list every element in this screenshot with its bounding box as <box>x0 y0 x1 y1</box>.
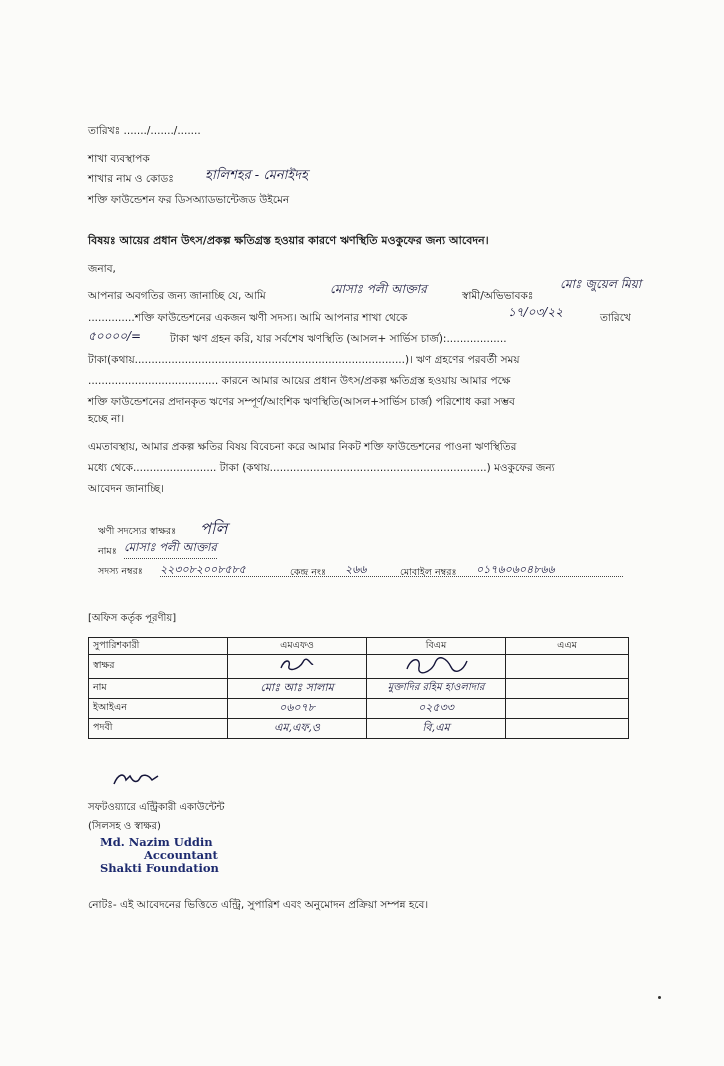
branch-name-label: শাখার নাম ও কোডঃ <box>88 173 174 185</box>
bm-designation: বি,এম <box>367 719 506 739</box>
body-line-2b: তারিখে <box>600 312 631 324</box>
applicant-name-value: মোসাঃ পলী আক্তার <box>124 539 217 559</box>
body-line-4: টাকা(কথায়.................................................................................)। ঋণ গ্রহণের পরবর্তী সময় <box>88 354 520 366</box>
body-line-1a: আপনার অবগতির জন্য জানাচ্ছি যে, আমি <box>88 290 266 302</box>
subject-line: বিষয়ঃ আয়ের প্রধান উৎস/প্রকল্প ক্ষতিগ্রস্ত হওয়ার কারণে ঋণস্থিতি মওকুফের জন্য আবেদন। <box>88 234 489 247</box>
mobile-number-value: ০১৭৬০৬০৪৮৬৬ <box>476 563 555 576</box>
mfo-signature-cell <box>228 655 367 679</box>
loan-date-handwritten: ১৭/০৩/২২ <box>508 305 563 319</box>
bm-signature <box>401 655 471 675</box>
body-line-1b: স্বামী/অভিভাবকঃ <box>462 290 534 302</box>
mfo-ein: ০৬০৭৮ <box>228 699 367 719</box>
table-header-cell: সুপারিশকারী <box>89 638 228 655</box>
center-number-label: কেন্দ্র নংঃ <box>290 567 327 578</box>
body-p2-line-2: মধ্যে থেকে......................... টাকা (কথায়.................................................................) মওকুফের জন্য <box>88 462 555 474</box>
stamp-org: Shakti Foundation <box>100 861 219 875</box>
body-p2-line-1: এমতাবস্থায়, আমার প্রকল্প ক্ষতির বিষয় বিবেচনা করে আমার নিকট শক্তি ফাউন্ডেশনের পাওনা ঋণস্থিতির <box>88 441 517 453</box>
am-name <box>506 679 629 699</box>
date-line: তারিখঃ ......./......./....... <box>88 125 201 137</box>
am-designation <box>506 719 629 739</box>
bm-name: মুক্তাদির রহিম হাওলাদার <box>367 679 506 699</box>
paper-mark <box>658 996 661 999</box>
member-number-label: সদস্য নম্বরঃ <box>98 566 143 577</box>
footer-note: নোটঃ- এই আবেদনের ভিত্তিতে এন্ট্রি, সুপারিশ এবং অনুমোদন প্রক্রিয়া সম্পন্ন হবে। <box>88 899 429 911</box>
mobile-number-label: মোবাইল নম্বরঃ <box>400 567 457 578</box>
row-label: নাম <box>89 679 228 699</box>
table-header-cell: এএম <box>506 638 629 655</box>
seal-signature-label: (সিলসহ ও স্বাক্ষর) <box>88 821 161 832</box>
mfo-designation: এম,এফ,ও <box>228 719 367 739</box>
bm-signature-cell <box>367 655 506 679</box>
applicant-name-label: নামঃ <box>98 546 117 557</box>
body-p2-line-3: আবেদন জানাচ্ছি। <box>88 483 164 495</box>
branch-name-value: হালিশহর - মেনাইদহ <box>205 168 308 183</box>
am-signature-cell <box>506 655 629 679</box>
branch-manager-label: শাখা ব্যবস্থাপক <box>88 153 150 165</box>
bm-ein: ০২৫৩৩ <box>367 699 506 719</box>
guardian-name-handwritten: মোঃ জুয়েল মিয়া <box>560 277 642 291</box>
office-section-heading: [অফিস কর্তৃক পূরণীয়] <box>88 613 177 624</box>
table-row <box>89 679 629 699</box>
accountant-entry-label: সফটওয়্যারে এন্ট্রিকারী একাউন্টেন্ট <box>88 802 225 813</box>
row-label: পদবী <box>89 719 228 739</box>
am-ein <box>506 699 629 719</box>
applicant-dotted-line <box>160 576 623 577</box>
applicant-signature: পলি <box>200 519 228 538</box>
table-row <box>89 655 629 679</box>
accountant-signature <box>112 770 160 788</box>
stamp-title: Accountant <box>144 848 218 862</box>
center-number-value: ২৬৬ <box>345 563 367 576</box>
body-line-2a: ..............শক্তি ফাউন্ডেশনের একজন ঋণী সদস্য। আমি আপনার শাখা থেকে <box>88 312 408 324</box>
office-table <box>88 637 629 739</box>
applicant-signature-label: ঋণী সদস্যের স্বাক্ষরঃ <box>98 526 177 537</box>
applicant-name-handwritten: মোসাঃ পলী আক্তার <box>330 282 427 296</box>
mfo-name: মোঃ আঃ সালাম <box>228 679 367 699</box>
accountant-stamp <box>100 836 219 875</box>
stamp-name: Md. Nazim Uddin <box>100 835 213 849</box>
row-label: স্বাক্ষর <box>89 655 228 679</box>
organization-name: শক্তি ফাউন্ডেশন ফর ডিসঅ্যাডভান্টেজড উইমেন <box>88 194 290 206</box>
table-row <box>89 719 629 739</box>
table-header-row <box>89 638 629 655</box>
body-line-6: শক্তি ফাউন্ডেশনের প্রদানকৃত ঋণের সম্পূর্ণ/আংশিক ঋণস্থিতি(আসল+সার্ভিস চার্জ) পরিশোধ করা সম্ভব <box>88 396 515 408</box>
member-number-value: ২২৩০৮২০০৮৫৮৫ <box>160 563 246 576</box>
row-label: ইআইএন <box>89 699 228 719</box>
body-line-3: টাকা ঋণ গ্রহন করি, যার সর্বশেষ ঋণস্থিতি (আসল+ সার্ভিস চার্জ):.................. <box>170 333 507 345</box>
table-header-cell: বিএম <box>367 638 506 655</box>
mfo-signature <box>277 656 317 674</box>
body-line-5: ....................................... কারনে আমার আয়ের প্রধান উৎস/প্রকল্প ক্ষতিগ্রস্ত হওয়ায় আমার পক্ষে <box>88 375 511 387</box>
table-header-cell: এমএফও <box>228 638 367 655</box>
body-line-7: হচ্ছে না। <box>88 413 125 425</box>
salutation: জনাব, <box>88 263 116 275</box>
table-row <box>89 699 629 719</box>
loan-amount-handwritten: ৫০০০০/= <box>88 329 142 343</box>
